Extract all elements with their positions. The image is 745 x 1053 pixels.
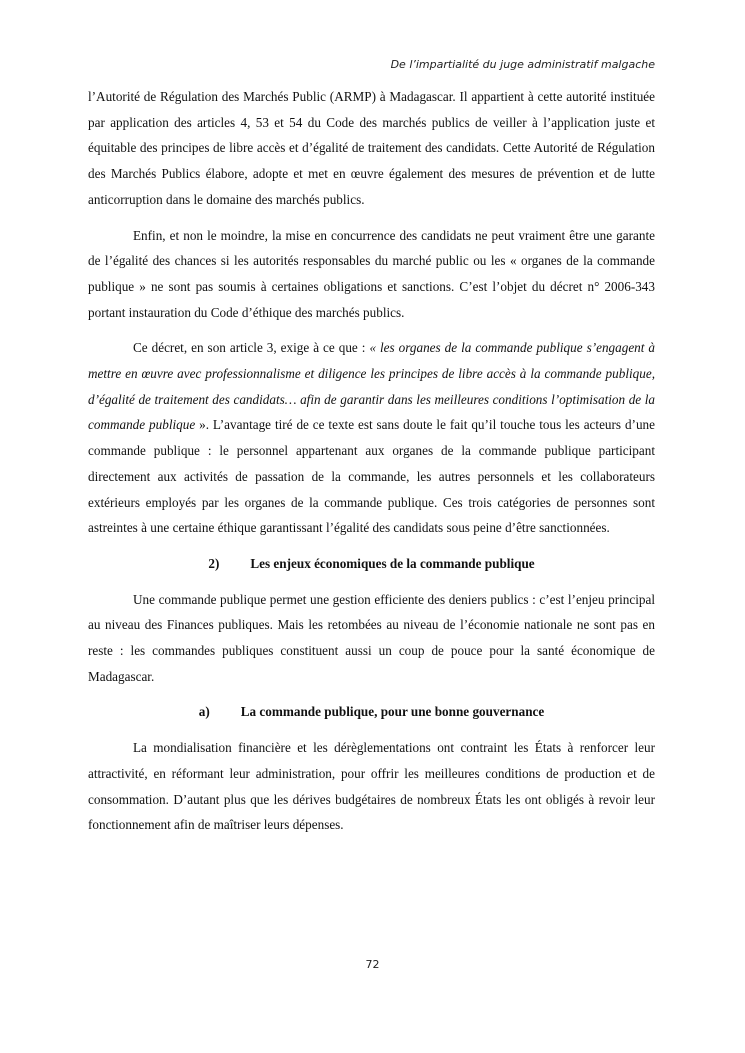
subsection-title: La commande publique, pour une bonne gouvernance — [240, 704, 545, 720]
decree-commentary: ». L’avantage tiré de ce texte est sans doute le fait qu’il touche tous les acteurs d’une commande publique : le personnel appartenant aux organes de la commande publique participant directement aux activités de passation de la commande, les autres personnels et les collaborateurs extérieurs employés par les organes de la commande publique. Ces trois catégories de personnes sont astreintes à une certaine éthique garantissant l’égalité des candidats sous peine d’être sanctionnées. — [88, 417, 655, 536]
paragraph-public-finances: Une commande publique permet une gestion efficiente des deniers publics : c’est l’enjeu principal au niveau des Finances publiques. Mais les retombées au niveau de l’économie nationale ne sont pas en reste : les commandes publiques constituent aussi un coup de pouce pour la santé économique de Madagascar. — [88, 591, 655, 684]
decree-quote: « les organes de la commande publique s’engagent à mettre en œuvre avec professionnalisme et diligence les principes de libre accès à la commande publique, d’égalité de traitement des candidats… afin de garantir dans les meilleures conditions l’optimisation de la commande publique — [88, 340, 656, 433]
paragraph-decree-article-3 — [88, 335, 655, 541]
paragraph-ethics-code: Enfin, et non le moindre, la mise en concurrence des candidats ne peut vraiment être une garante de l’égalité des chances si les autorités responsables du marché public ou les « organes de la commande publique » ne sont pas soumis à certaines obligations et sanctions. C’est l’objet du décret n° 2006-343 portant instauration du Code d’éthique des marchés publics. — [88, 227, 655, 320]
section-title: Les enjeux économiques de la commande publique — [250, 555, 535, 571]
subsection-number: a) — [198, 704, 210, 720]
page-body — [88, 84, 655, 848]
paragraph-globalization: La mondialisation financière et les dérèglementations ont contraint les États à renforcer leur attractivité, en réformant leur administration, pour offrir les meilleures conditions de production et de consommation. D’autant plus que les dérives budgétaires de nombreux États les ont obligés à revoir leur fonctionnement afin de maîtriser leurs dépenses. — [88, 740, 655, 833]
decree-lead-text: Ce décret, en son article 3, exige à ce que : — [133, 340, 370, 356]
running-header: De l’impartialité du juge administratif malgache — [390, 58, 655, 71]
section-number: 2) — [208, 555, 220, 571]
paragraph-armp: l’Autorité de Régulation des Marchés Public (ARMP) à Madagascar. Il appartient à cette autorité instituée par application des articles 4, 53 et 54 du Code des marchés publics de veiller à l’application juste et équitable des principes de libre accès et d’égalité de traitement des candidats. Cette Autorité de Régulation des Marchés Publics élabore, adopte et met en œuvre également des mesures de prévention et de lutte anticorruption dans le domaine des marchés publics. — [88, 89, 655, 207]
subsection-heading-good-governance — [88, 699, 655, 725]
page-number: 72 — [365, 958, 380, 971]
section-heading-economic-stakes — [88, 551, 655, 577]
